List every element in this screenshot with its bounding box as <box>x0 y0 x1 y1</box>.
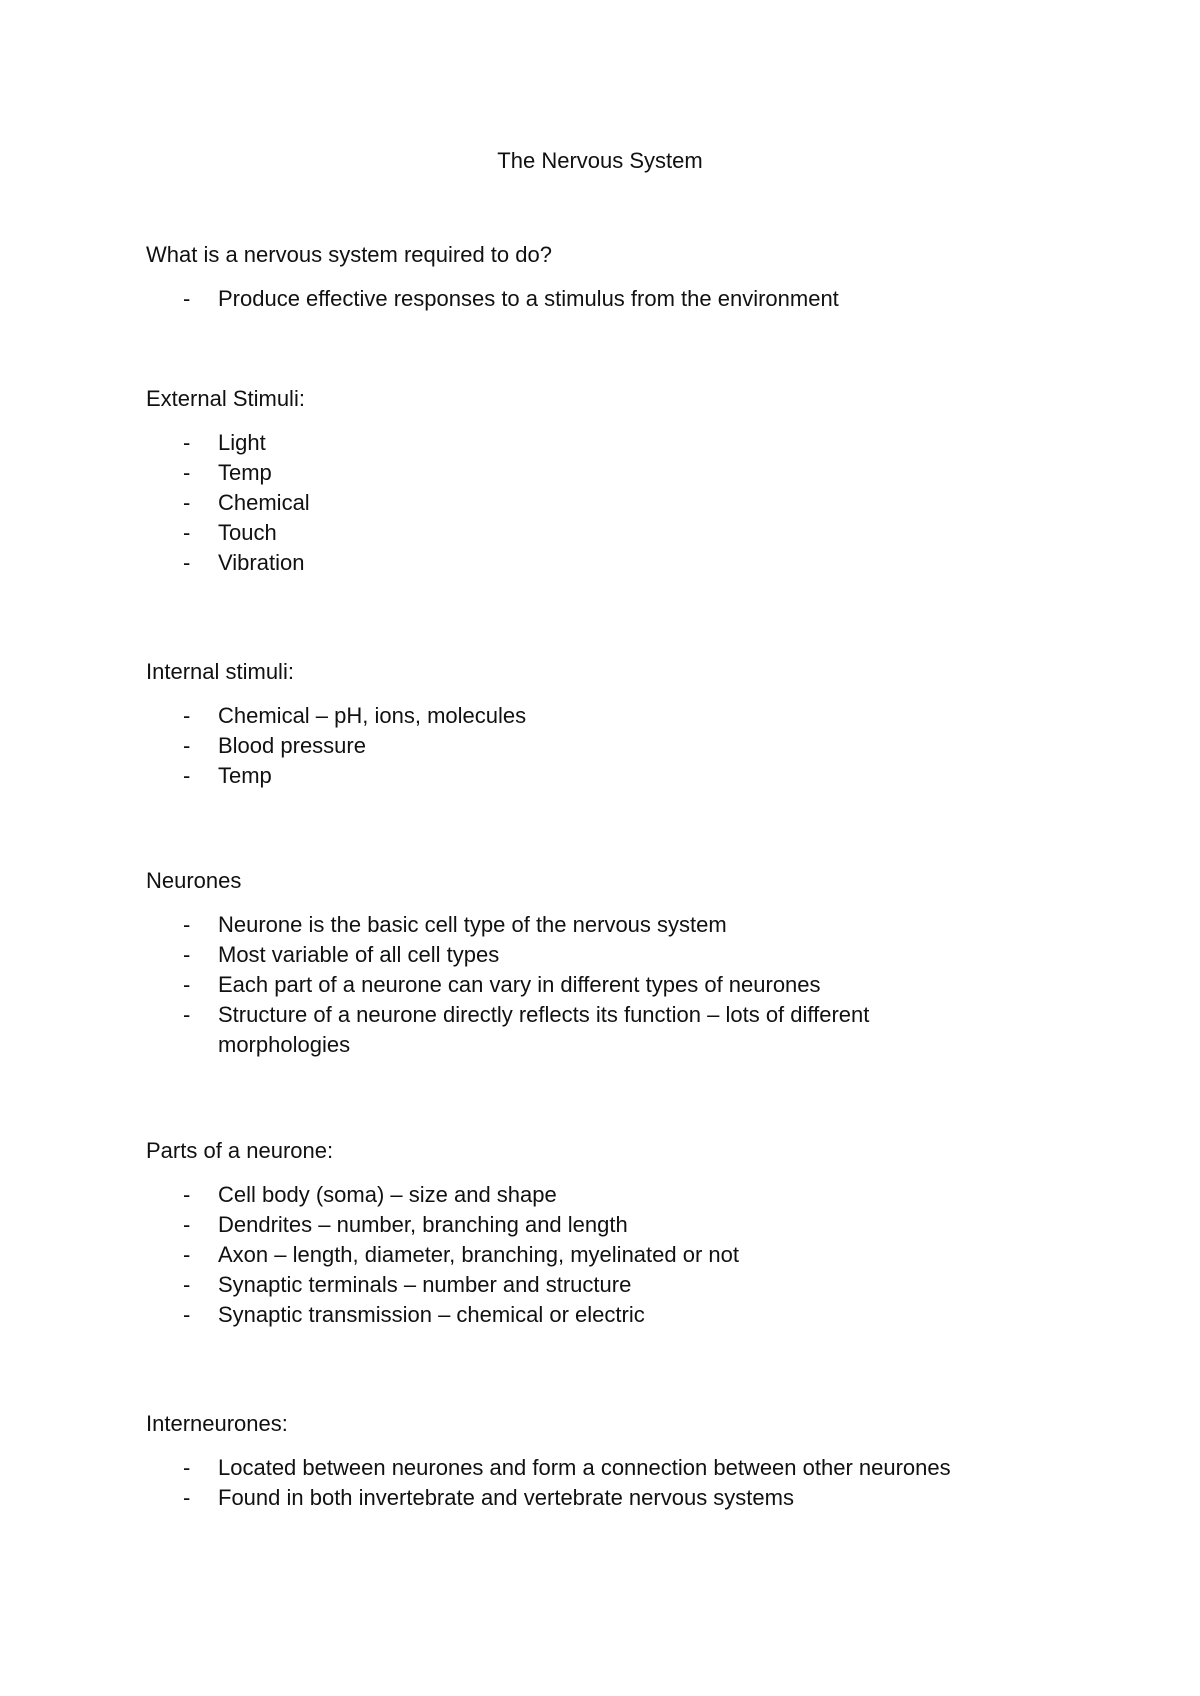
list-item-text: Structure of a neurone directly reflects its function – lots of different morphologies <box>218 1002 870 1057</box>
list-item <box>146 428 1046 458</box>
list-item <box>146 1240 1046 1270</box>
list-item <box>146 1210 1046 1240</box>
section-neurones <box>146 866 1046 1060</box>
bullet-marker: - <box>183 733 191 758</box>
list-item-text: Light <box>218 430 266 455</box>
list-item <box>146 970 1046 1000</box>
bullet-marker: - <box>183 942 191 967</box>
section-parts-of-neurone <box>146 1136 1046 1330</box>
list-item-text: Chemical – pH, ions, molecules <box>218 703 527 728</box>
section-heading: Internal stimuli: <box>146 659 294 684</box>
bullet-list <box>146 701 1046 791</box>
list-item-text: Temp <box>218 460 272 485</box>
bullet-marker: - <box>183 1242 191 1267</box>
list-item-text: Touch <box>218 520 277 545</box>
list-item <box>146 761 1046 791</box>
list-item-text: Axon – length, diameter, branching, myelinated or not <box>218 1242 739 1267</box>
list-item <box>146 1453 1046 1483</box>
list-item <box>146 910 1046 940</box>
bullet-marker: - <box>183 430 191 455</box>
list-item <box>146 940 1046 970</box>
list-item <box>146 1483 1046 1513</box>
bullet-marker: - <box>183 550 191 575</box>
bullet-marker: - <box>183 1302 191 1327</box>
list-item <box>146 1270 1046 1300</box>
bullet-list <box>146 910 1046 1060</box>
section-internal-stimuli <box>146 657 1046 791</box>
list-item-text: Temp <box>218 763 272 788</box>
bullet-marker: - <box>183 460 191 485</box>
list-item <box>146 458 1046 488</box>
list-item-text: Each part of a neurone can vary in different types of neurones <box>218 972 821 997</box>
bullet-marker: - <box>183 286 191 311</box>
list-item <box>146 284 1046 314</box>
list-item-text: Blood pressure <box>218 733 366 758</box>
section-heading: What is a nervous system required to do? <box>146 242 552 267</box>
section-heading: Interneurones: <box>146 1411 288 1436</box>
bullet-marker: - <box>183 1455 191 1480</box>
section-purpose <box>146 240 1046 314</box>
list-item-text: Synaptic transmission – chemical or electric <box>218 1302 645 1327</box>
bullet-marker: - <box>183 703 191 728</box>
list-item <box>146 518 1046 548</box>
bullet-marker: - <box>183 1182 191 1207</box>
list-item <box>146 488 1046 518</box>
section-heading: Parts of a neurone: <box>146 1138 334 1163</box>
list-item <box>146 1180 1046 1210</box>
list-item-text: Found in both invertebrate and vertebrate nervous systems <box>218 1485 794 1510</box>
list-item-text: Most variable of all cell types <box>218 942 500 967</box>
list-item-text: Neurone is the basic cell type of the nervous system <box>218 912 727 937</box>
list-item <box>146 1000 1046 1060</box>
list-item <box>146 1300 1046 1330</box>
bullet-list <box>146 428 1046 578</box>
section-external-stimuli <box>146 384 1046 578</box>
bullet-marker: - <box>183 763 191 788</box>
bullet-marker: - <box>183 972 191 997</box>
bullet-marker: - <box>183 520 191 545</box>
section-interneurones <box>146 1409 1046 1513</box>
list-item-text: Located between neurones and form a connection between other neurones <box>218 1455 951 1480</box>
list-item-text: Cell body (soma) – size and shape <box>218 1182 557 1207</box>
bullet-marker: - <box>183 490 191 515</box>
bullet-marker: - <box>183 912 191 937</box>
page-title: The Nervous System <box>497 148 703 173</box>
bullet-marker: - <box>183 1002 191 1027</box>
list-item <box>146 548 1046 578</box>
list-item-text: Synaptic terminals – number and structure <box>218 1272 632 1297</box>
list-item-text: Vibration <box>218 550 305 575</box>
bullet-list <box>146 1453 1046 1513</box>
section-heading: External Stimuli: <box>146 386 305 411</box>
bullet-marker: - <box>183 1485 191 1510</box>
list-item <box>146 731 1046 761</box>
list-item-text: Produce effective responses to a stimulus from the environment <box>218 286 839 311</box>
bullet-list <box>146 1180 1046 1330</box>
list-item <box>146 701 1046 731</box>
list-item-text: Chemical <box>218 490 310 515</box>
bullet-marker: - <box>183 1272 191 1297</box>
section-heading: Neurones <box>146 868 242 893</box>
bullet-marker: - <box>183 1212 191 1237</box>
list-item-text: Dendrites – number, branching and length <box>218 1212 628 1237</box>
bullet-list <box>146 284 1046 314</box>
